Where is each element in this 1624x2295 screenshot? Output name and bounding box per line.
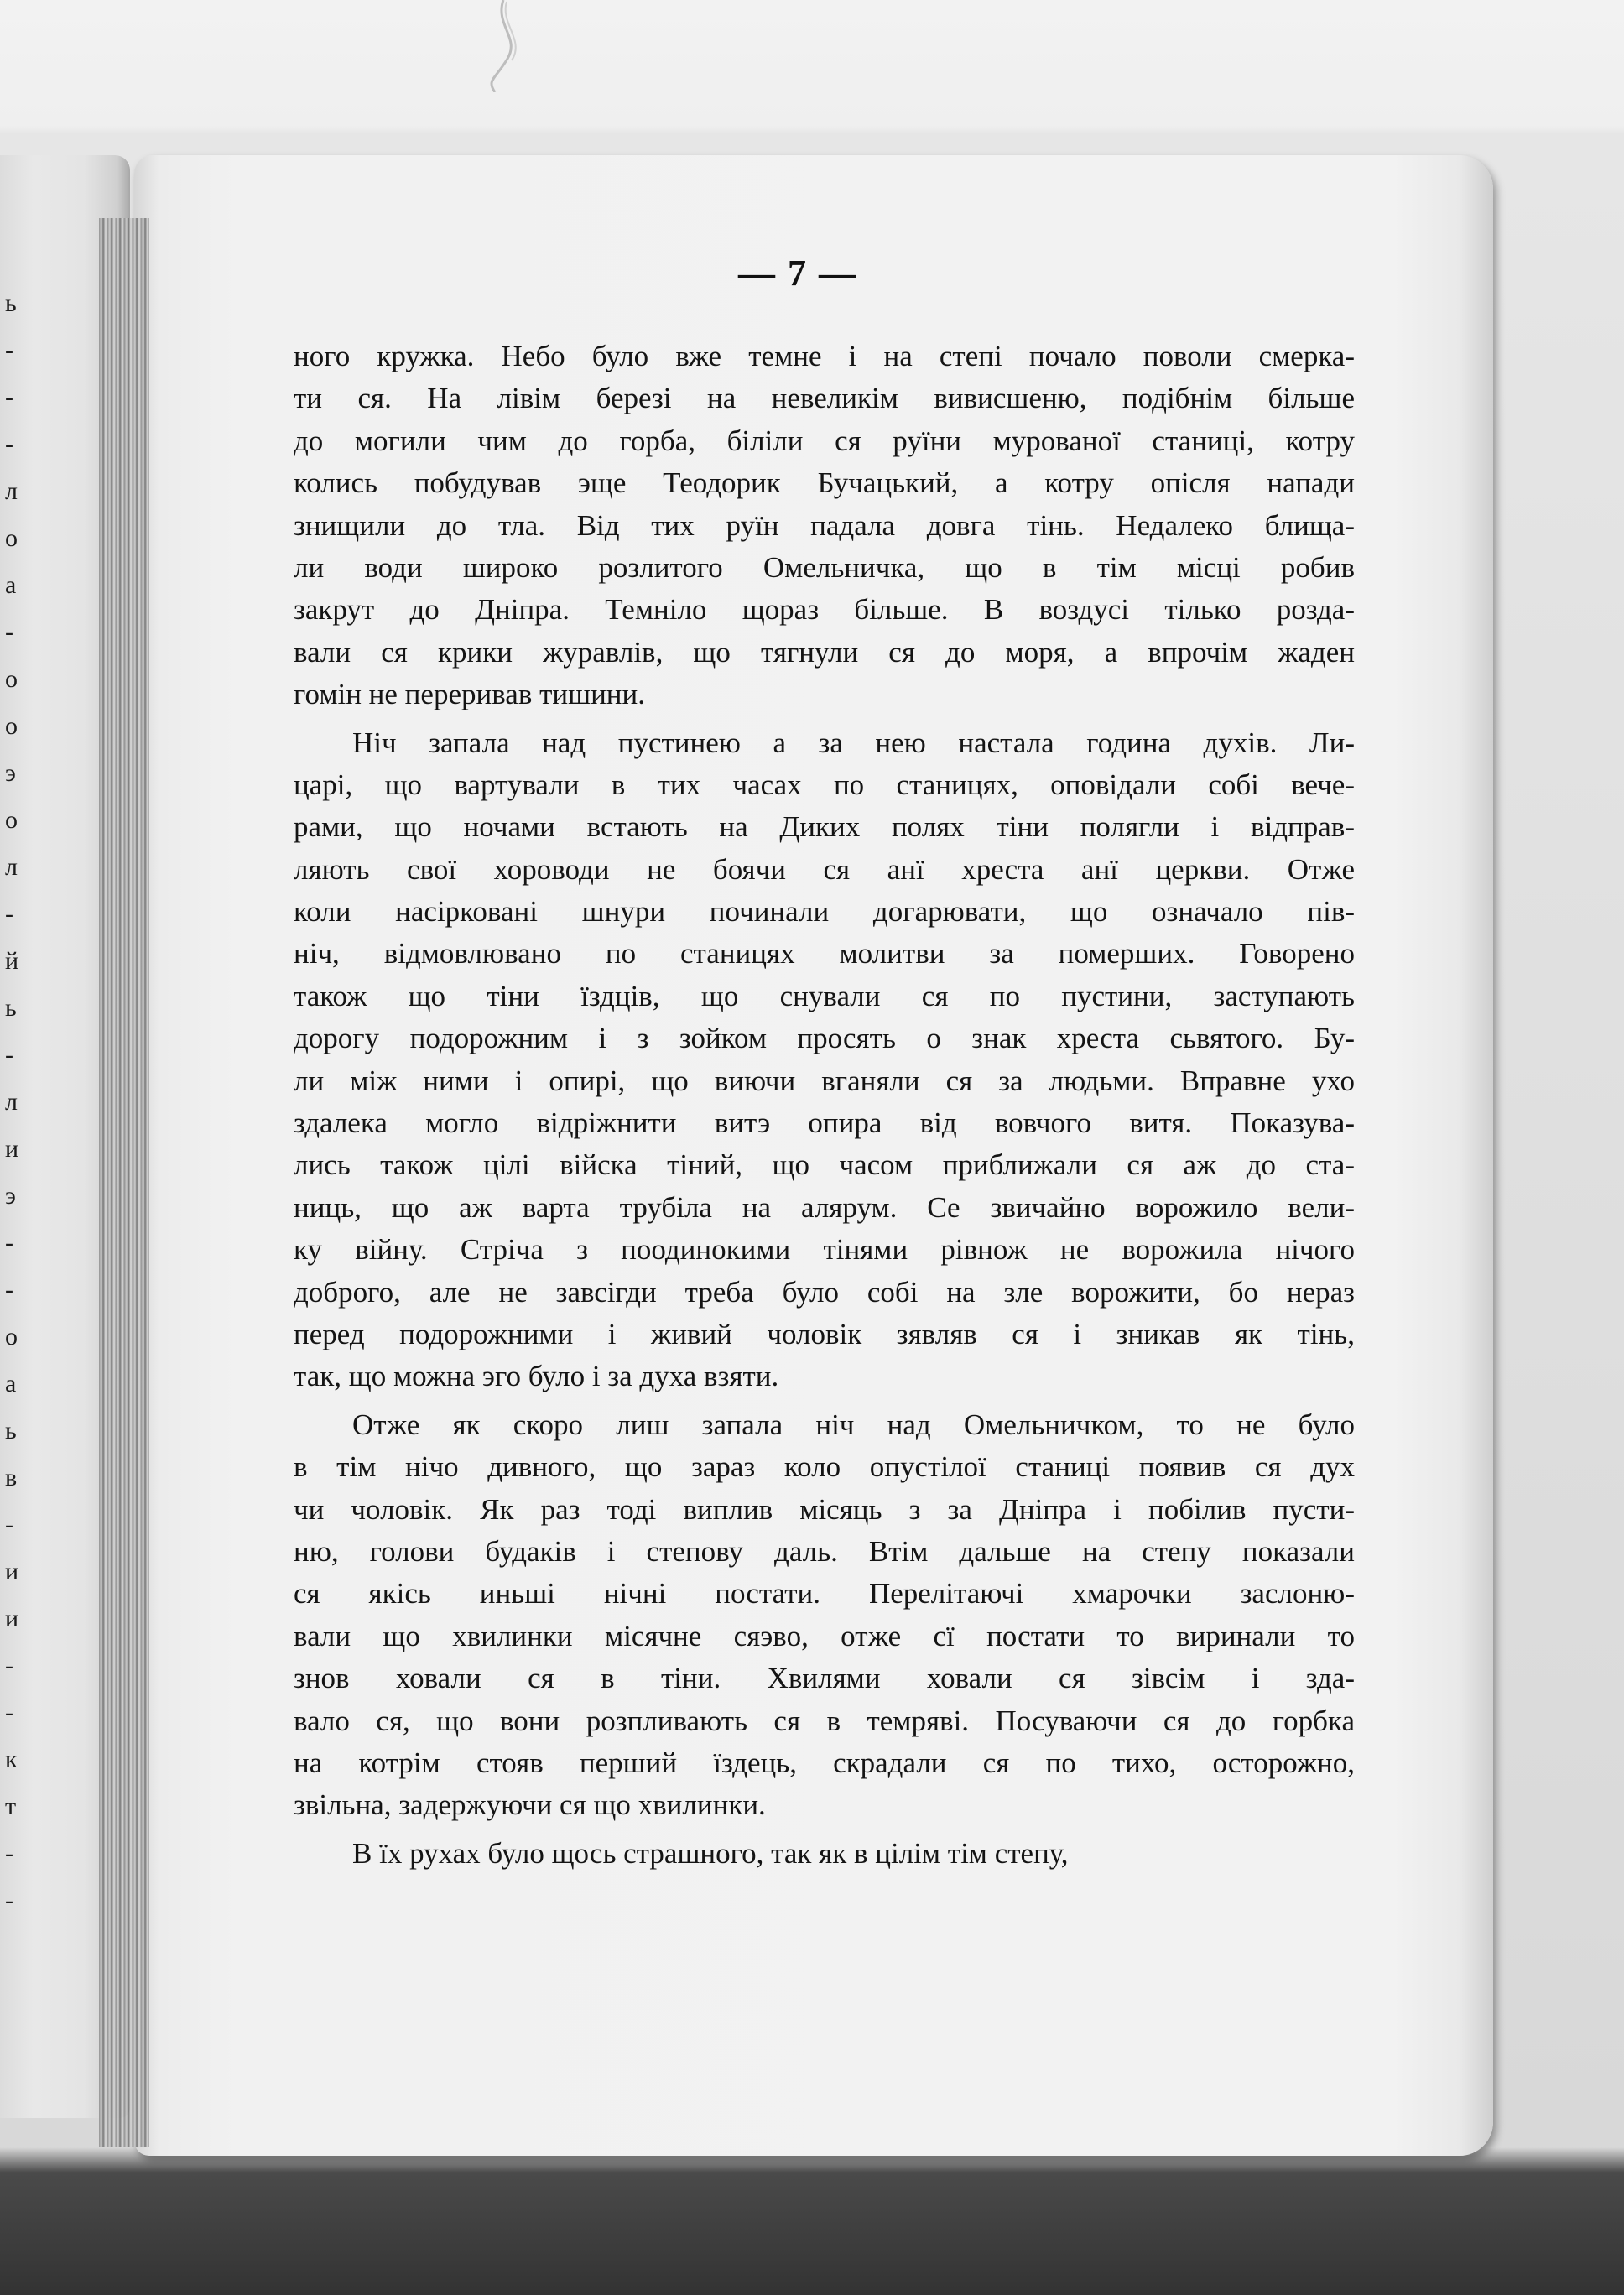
left-page-edge-char: -	[5, 1229, 13, 1257]
text-line: знищили до тла. Від тих руїн падала довга тінь. Недалеко блища-	[294, 508, 1355, 542]
text-line: чи чоловік. Як раз тоді виплив місяць з за Дніпра і побілив пусти-	[294, 1492, 1355, 1526]
book-spine	[99, 218, 149, 2147]
text-line: коли насірковані шнури починали догарювати, що означало пів-	[294, 895, 1355, 929]
text-line: ниць, що аж варта трубіла на алярум. Се звичайно ворожило вели-	[294, 1190, 1355, 1224]
text-line: перед подорожними і живий чоловік зявляв ся і зникав як тінь,	[294, 1317, 1355, 1350]
text-line: ли між ними і опирі, що виючи вганяли ся за людьми. Вправне ухо	[294, 1064, 1355, 1097]
left-page-edge-char: л	[5, 477, 18, 505]
left-page-edge-char: и	[5, 1135, 19, 1163]
text-line: звільна, задержуючи ся що хвилинки.	[294, 1788, 766, 1822]
page-text	[294, 336, 1355, 1875]
text-line: вало ся, що вони розпливають ся в темряві. Посуваючи ся до горбка	[294, 1704, 1355, 1737]
left-page-edge-char: о	[5, 1323, 18, 1350]
left-page-edge-char: о	[5, 524, 18, 552]
left-page-edge-char: -	[5, 336, 13, 364]
text-line: гомін не переривав тишини.	[294, 678, 646, 711]
text-line: ти ся. На лівім березі на невеликім вивисшеню, подібнім більше	[294, 382, 1355, 415]
left-page-edge-char: о	[5, 665, 18, 693]
left-page-edge-char: о	[5, 806, 18, 834]
text-line: ню, голови будаків і степову даль. Втім дальше на степу показали	[294, 1534, 1355, 1568]
left-page-edge-char: а	[5, 1370, 17, 1397]
paragraph-gap	[294, 1398, 1355, 1404]
left-page-edge-char: т	[5, 1793, 17, 1820]
text-line: ного кружка. Небо було вже темне і на степі почало поволи смерка-	[294, 340, 1355, 372]
loose-thread	[470, 0, 528, 92]
left-page-edge-char: -	[5, 383, 13, 411]
left-page-edge-char: -	[5, 1840, 13, 1867]
left-page-edge-char: -	[5, 430, 13, 458]
left-page-edge-char: -	[5, 1886, 13, 1914]
left-page-edge-char: -	[5, 1652, 13, 1679]
text-line: вали ся крики журавлів, що тягнули ся до моря, а впрочім жаден	[294, 635, 1355, 669]
left-page-edge-char: и	[5, 1605, 19, 1632]
text-line: до могили чим до горба, біліли ся руїни мурованої станиці, котру	[294, 424, 1355, 457]
text-line: ніч, відмовлювано по станицях молитви за померших. Говорено	[294, 937, 1355, 971]
text-line: на котрім стояв перший їздець, скрадали ся по тихо, осторожно,	[294, 1746, 1355, 1779]
left-page-edge-char: ь	[5, 994, 17, 1022]
left-page-edge-char: в	[5, 1464, 18, 1491]
left-page-edge-char: -	[5, 618, 13, 646]
paragraph	[294, 722, 1355, 1398]
text-line: вали що хвилинки місячне сяэво, отже сї постати то виринали то	[294, 1619, 1355, 1652]
text-line: також що тіни їздців, що снували ся по пустини, заступають	[294, 979, 1355, 1012]
left-page-edge-char: -	[5, 900, 13, 928]
text-line: рами, що ночами встають на Диких полях тіни полягли і відправ-	[294, 810, 1355, 844]
text-line: колись побудував эще Теодорик Бучацький, а котру опісля напади	[294, 466, 1355, 500]
left-page-edge-char: и	[5, 1558, 19, 1585]
left-page-edge-char: -	[5, 1511, 13, 1538]
left-page-edge-char: а	[5, 571, 17, 599]
text-line: В їх рухах було щось страшного, так як в цілім тім степу,	[352, 1836, 1069, 1870]
left-page-edge-char: -	[5, 1699, 13, 1726]
text-line: здалека могло відріжнити витэ опира від вовчого витя. Показува-	[294, 1106, 1355, 1140]
left-page-edge-char: й	[5, 947, 19, 975]
text-line: в тім нічо дивного, що зараз коло опустілої станиці появив ся дух	[294, 1450, 1355, 1484]
text-line: доброго, але не завсігди треба було собі на зле ворожити, бо нераз	[294, 1275, 1355, 1309]
text-line: дорогу подорожним і з зойком просять о знак хреста сьвятого. Бу-	[294, 1022, 1355, 1055]
text-line: ся якісь иньші нічні постати. Перелітаючі хмарочки заслоню-	[294, 1577, 1355, 1611]
left-page-edge-char: э	[5, 1182, 16, 1210]
paragraph-gap	[294, 1827, 1355, 1833]
text-line: царі, що вартували в тих часах по станицях, оповідали собі вече-	[294, 768, 1355, 801]
text-line: ку війну. Стріча з поодинокими тінями рівнож не ворожила нічого	[294, 1233, 1355, 1267]
paragraph	[294, 1404, 1355, 1827]
left-page-edge-char: -	[5, 1276, 13, 1304]
paragraph-gap	[294, 716, 1355, 722]
text-line: закрут до Дніпра. Темніло щораз більше. В воздусі тілько розда-	[294, 593, 1355, 627]
left-page-edge-char: -	[5, 1041, 13, 1069]
left-page-edge-char: ь	[5, 1417, 17, 1444]
text-line: Ніч запала над пустинею а за нею настала година духів. Ли-	[352, 726, 1355, 759]
text-line: знов ховали ся в тіни. Хвилями ховали ся зівсім і зда-	[294, 1662, 1355, 1695]
left-page-edge-char: л	[5, 1088, 18, 1116]
text-line: ли води широко розлитого Омельничка, що в тім місці робив	[294, 550, 1355, 584]
left-page-edge-char: о	[5, 712, 18, 740]
left-page-edge-char: э	[5, 759, 16, 787]
left-page-edge-char: ь	[5, 289, 17, 317]
text-line: так, що можна эго було і за духа взяти.	[294, 1360, 779, 1393]
text-line: Отже як скоро лиш запала ніч над Омельничком, то не було	[352, 1408, 1355, 1441]
left-page-edge-char: к	[5, 1746, 18, 1773]
page-number: — 7 —	[738, 252, 857, 294]
left-page-edge-char: л	[5, 853, 18, 881]
paragraph	[294, 1833, 1355, 1875]
text-line: ляють свої хороводи не боячи ся анї хреста анї церкви. Отже	[294, 852, 1355, 886]
paragraph	[294, 336, 1355, 716]
text-line: лись також цілі війска тіний, що часом приближали ся аж до ста-	[294, 1148, 1355, 1182]
